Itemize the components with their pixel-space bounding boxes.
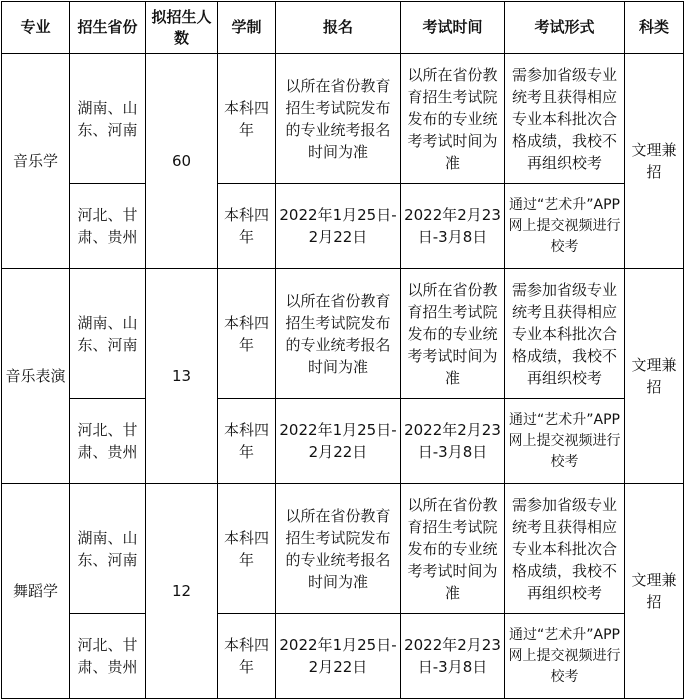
subject-cell: 文理兼招	[625, 484, 684, 699]
duration-cell: 本科四年	[218, 269, 276, 399]
province-cell: 河北、甘肃、贵州	[70, 184, 146, 269]
major-name: 音乐学	[2, 54, 70, 269]
header-duration: 学制	[218, 2, 276, 54]
exam-time-cell: 以所在省份教育招生考试院发布的专业统考考试时间为准	[401, 269, 505, 399]
header-exam-time: 考试时间	[401, 2, 505, 54]
exam-form-cell: 通过“艺术升”APP网上提交视频进行校考	[505, 614, 625, 699]
table-row	[2, 269, 684, 399]
header-row	[2, 2, 684, 54]
table-row	[2, 614, 684, 699]
exam-form-cell: 通过“艺术升”APP网上提交视频进行校考	[505, 399, 625, 484]
exam-time-cell: 2022年2月23日-3月8日	[401, 399, 505, 484]
header-exam-form: 考试形式	[505, 2, 625, 54]
exam-time-cell: 以所在省份教育招生考试院发布的专业统考考试时间为准	[401, 54, 505, 184]
major-name: 音乐表演	[2, 269, 70, 484]
registration-cell: 2022年1月25日-2月22日	[276, 614, 401, 699]
header-registration: 报名	[276, 2, 401, 54]
exam-form-cell: 通过“艺术升”APP网上提交视频进行校考	[505, 184, 625, 269]
province-cell: 湖南、山东、河南	[70, 269, 146, 399]
header-subject: 科类	[625, 2, 684, 54]
table-row	[2, 184, 684, 269]
province-cell: 河北、甘肃、贵州	[70, 399, 146, 484]
exam-form-cell: 需参加省级专业统考且获得相应专业本科批次合格成绩，我校不再组织校考	[505, 484, 625, 614]
registration-cell: 以所在省份教育招生考试院发布的专业统考报名时间为准	[276, 269, 401, 399]
registration-cell: 2022年1月25日-2月22日	[276, 184, 401, 269]
province-cell: 湖南、山东、河南	[70, 484, 146, 614]
registration-cell: 2022年1月25日-2月22日	[276, 399, 401, 484]
exam-form-cell: 需参加省级专业统考且获得相应专业本科批次合格成绩，我校不再组织校考	[505, 269, 625, 399]
duration-cell: 本科四年	[218, 54, 276, 184]
registration-cell: 以所在省份教育招生考试院发布的专业统考报名时间为准	[276, 54, 401, 184]
duration-cell: 本科四年	[218, 484, 276, 614]
subject-cell: 文理兼招	[625, 269, 684, 484]
quota-cell: 12	[146, 484, 218, 699]
duration-cell: 本科四年	[218, 399, 276, 484]
subject-cell: 文理兼招	[625, 54, 684, 269]
table-row	[2, 54, 684, 184]
duration-cell: 本科四年	[218, 184, 276, 269]
table-row	[2, 399, 684, 484]
header-quota: 拟招生人数	[146, 2, 218, 54]
province-cell: 湖南、山东、河南	[70, 54, 146, 184]
exam-form-cell: 需参加省级专业统考且获得相应专业本科批次合格成绩，我校不再组织校考	[505, 54, 625, 184]
registration-cell: 以所在省份教育招生考试院发布的专业统考报名时间为准	[276, 484, 401, 614]
quota-cell: 13	[146, 269, 218, 484]
province-cell: 河北、甘肃、贵州	[70, 614, 146, 699]
exam-time-cell: 2022年2月23日-3月8日	[401, 184, 505, 269]
major-name: 舞蹈学	[2, 484, 70, 699]
exam-time-cell: 以所在省份教育招生考试院发布的专业统考考试时间为准	[401, 484, 505, 614]
table-row	[2, 484, 684, 614]
duration-cell: 本科四年	[218, 614, 276, 699]
header-major: 专业	[2, 2, 70, 54]
admissions-table	[1, 1, 684, 699]
exam-time-cell: 2022年2月23日-3月8日	[401, 614, 505, 699]
quota-cell: 60	[146, 54, 218, 269]
header-province: 招生省份	[70, 2, 146, 54]
